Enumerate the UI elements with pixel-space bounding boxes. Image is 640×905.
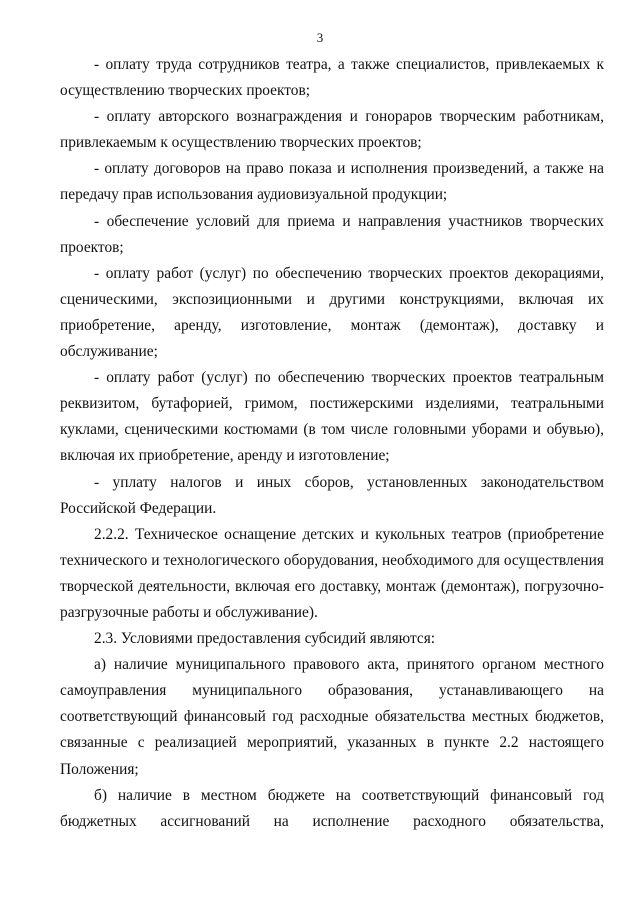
paragraph-2-3: 2.3. Условиями предоставления субсидий являются:	[94, 630, 436, 648]
paragraph-condition-b: б) наличие в местном бюджете на соответствующий финансовый год бюджетных ассигнований на исполнение расходного обязательства,	[60, 786, 604, 830]
paragraph-performance-rights: - оплату договоров на право показа и исполнения произведений, а также на передачу прав использования аудиовизуальной продукции;	[60, 160, 604, 204]
paragraph-participant-conditions: - обеспечение условий для приема и направления участников творческих проектов;	[60, 212, 604, 256]
paragraph-props-costumes: - оплату работ (услуг) по обеспечению творческих проектов театральным реквизитом, бутафорией, гримом, постижерскими изделиями, театральными куклами, сценическими костюмами (в том числе головными уборами и обувью), включая их приобретение, аренду и изготовление;	[60, 369, 604, 465]
paragraph-staff-payment: - оплату труда сотрудников театра, а также специалистов, привлекаемых к осуществлению творческих проектов;	[60, 56, 604, 100]
paragraph-taxes: - уплату налогов и иных сборов, установленных законодательством Российской Федерации.	[60, 473, 604, 517]
paragraph-2-2-2: 2.2.2. Техническое оснащение детских и кукольных театров (приобретение технического и технологического оборудования, необходимого для осуществления творческой деятельности, включая его доставку, монтаж (демонтаж), погрузочно-разгрузочные работы и обслуживание).	[60, 525, 604, 621]
document-body	[60, 52, 604, 835]
paragraph-condition-a: а) наличие муниципального правового акта, принятого органом местного самоуправления муниципального образования, устанавливающего на соответствующий финансовый год расходные обязательства местных бюджетов, связанные с реализацией мероприятий, указанных в пункте 2.2 настоящего Положения;	[60, 656, 604, 778]
page-number: 3	[316, 30, 324, 45]
paragraph-scenery-works: - оплату работ (услуг) по обеспечению творческих проектов декорациями, сценическими, экспозиционными и другими конструкциями, включая их приобретение, аренду, изготовление, монтаж (демонтаж), доставку и обслуживание;	[60, 264, 604, 361]
paragraph-author-fees: - оплату авторского вознаграждения и гонораров творческим работникам, привлекаемым к осуществлению творческих проектов;	[60, 108, 604, 152]
